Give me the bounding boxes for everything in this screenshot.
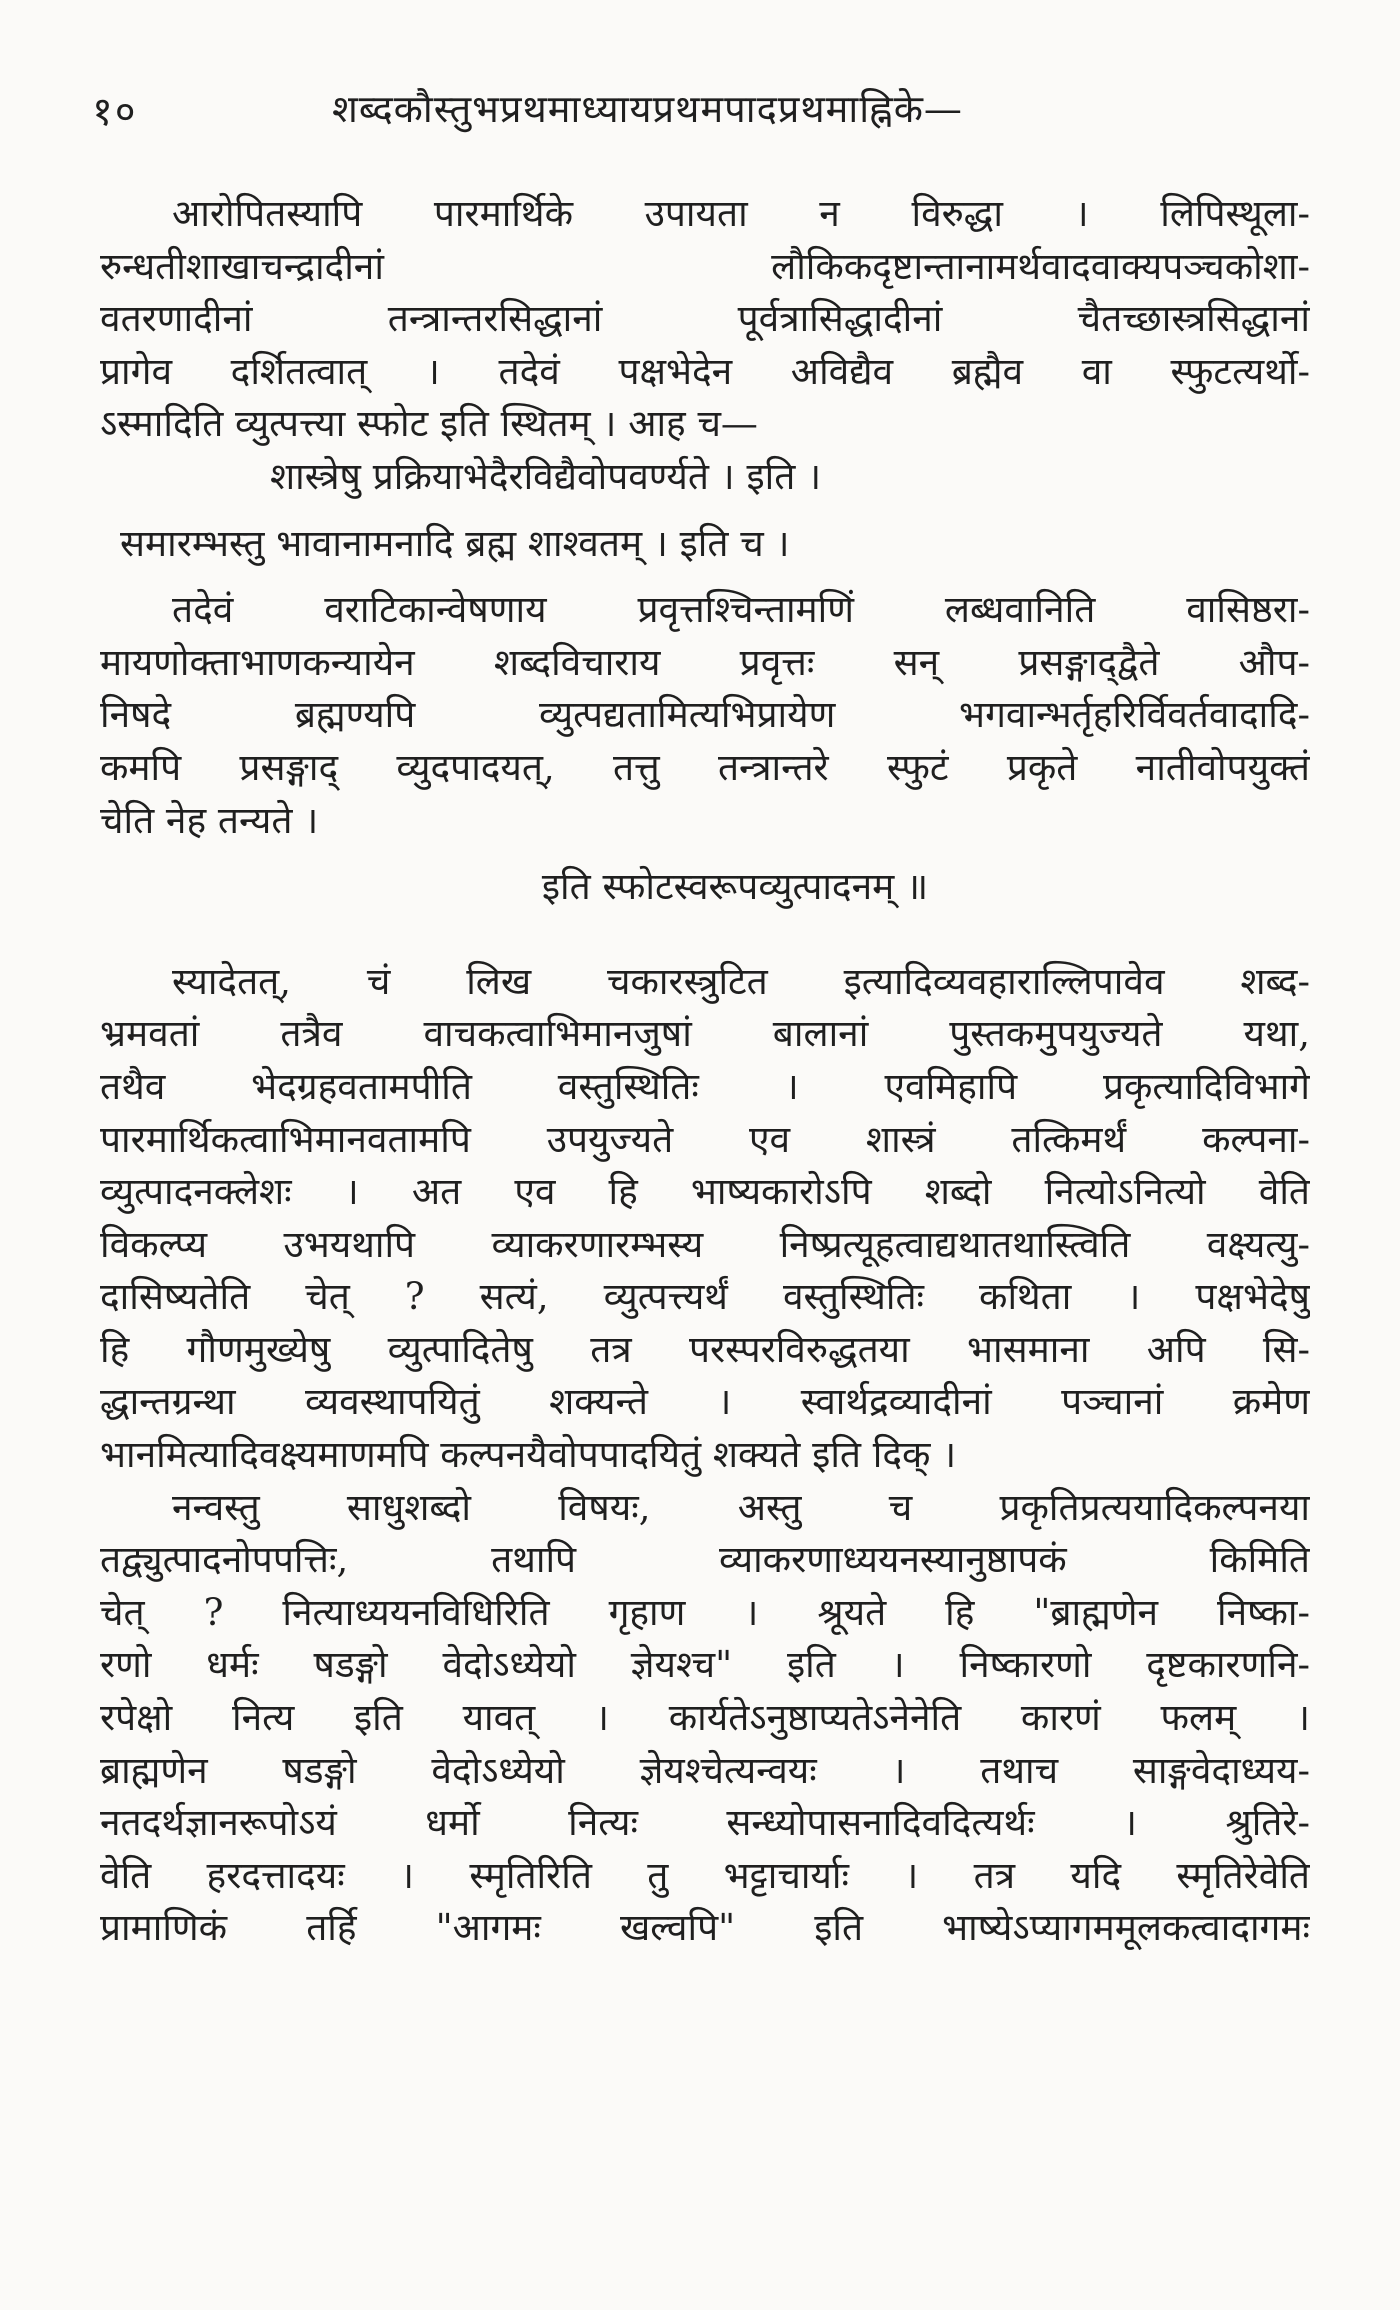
text-line: प्रामाणिकं तर्हि "आगमः खल्वपि" इति भाष्येऽप्यागममूलकत्वादागमः — [100, 1906, 1310, 1950]
text-line: आरोपितस्यापि पारमार्थिके उपायता न विरुद्धा । लिपिस्थूला- — [172, 192, 1310, 235]
text-line: हि गौणमुख्येषु व्युत्पादितेषु तत्र परस्परविरुद्धतया भासमाना अपि सि- — [100, 1327, 1310, 1371]
text-line: रुन्धतीशाखाचन्द्रादीनां लौकिकदृष्टान्तानामर्थवादवाक्यपञ्चकोशा- — [100, 244, 1310, 288]
quoted-verse: शास्त्रेषु प्रक्रियाभेदैरविद्यैवोपवर्ण्यते । इति । — [270, 454, 822, 498]
text-line: ऽस्मादिति व्युत्पत्त्या स्फोट इति स्थितम् । आह च— — [100, 402, 758, 446]
page-number: १० — [92, 89, 138, 135]
text-line: वतरणादीनां तन्त्रान्तरसिद्धानां पूर्वत्रासिद्धादीनां चैतच्छास्त्रसिद्धानां — [100, 297, 1310, 341]
main-text — [100, 188, 1310, 1955]
text-line: रपेक्षो नित्य इति यावत् । कार्यतेऽनुष्ठाप्यतेऽनेनेति कारणं फलम् । — [100, 1696, 1310, 1740]
text-line: ब्राह्मणेन षडङ्गो वेदोऽध्येयो ज्ञेयश्चेत्यन्वयः । तथाच साङ्गवेदाध्यय- — [100, 1748, 1310, 1792]
text-line: तदेवं वराटिकान्वेषणाय प्रवृत्तश्चिन्तामणिं लब्धवानिति वासिष्ठरा- — [172, 588, 1310, 632]
text-line: नतदर्थज्ञानरूपोऽयं धर्मो नित्यः सन्ध्योपासनादिवदित्यर्थः । श्रुतिरे- — [100, 1801, 1310, 1845]
text-line: मायणोक्ताभाणकन्यायेन शब्दविचाराय प्रवृत्तः सन् प्रसङ्गाद्‌द्वैते औप- — [100, 640, 1310, 684]
running-title: शब्दकौस्तुभप्रथमाध्यायप्रथमपादप्रथमाह्निके— — [332, 87, 963, 131]
text-line: व्युत्पादनक्लेशः । अत एव हि भाष्यकारोऽपि शब्दो नित्योऽनित्यो वेति — [100, 1170, 1310, 1214]
page-header — [92, 82, 1322, 142]
text-line: पारमार्थिकत्वाभिमानवतामपि उपयुज्यते एव शास्त्रं तत्किमर्थं कल्पना- — [100, 1117, 1310, 1161]
text-line: विकल्प्य उभयथापि व्याकरणारम्भस्य निष्प्रत्यूहत्वाद्यथातथास्त्विति वक्ष्यत्यु- — [100, 1222, 1310, 1266]
text-line: स्यादेतत्, चं लिख चकारस्त्रुटित इत्यादिव्यवहाराल्लिपावेव शब्द- — [172, 959, 1310, 1003]
text-line: भानमित्यादिवक्ष्यमाणमपि कल्पनयैवोपपादयितुं शक्यते इति दिक् । — [100, 1433, 957, 1477]
text-line: नन्वस्तु साधुशब्दो विषयः, अस्तु च प्रकृतिप्रत्ययादिकल्पनया — [172, 1485, 1310, 1529]
text-line: प्रागेव दर्शितत्वात् । तदेवं पक्षभेदेन अविद्यैव ब्रह्मैव वा स्फुटत्यर्थो- — [100, 349, 1310, 393]
section-colophon: इति स्फोटस्वरूपव्युत्पादनम् ॥ — [541, 865, 929, 909]
text-line: तद्व्युत्पादनोपपत्तिः, तथापि व्याकरणाध्ययनस्यानुष्ठापकं किमिति — [100, 1538, 1310, 1582]
text-line: तथैव भेदग्रहवतामपीति वस्तुस्थितिः । एवमिहापि प्रकृत्यादिविभागे — [100, 1064, 1310, 1108]
text-line: चेति नेह तन्यते । — [100, 798, 319, 842]
text-line: चेत् ? नित्याध्ययनविधिरिति गृहाण । श्रूयते हि "ब्राह्मणेन निष्का- — [100, 1590, 1310, 1634]
text-line: वेति हरदत्तादयः । स्मृतिरिति तु भट्टाचार्याः । तत्र यदि स्मृतिरेवेति — [100, 1853, 1310, 1897]
text-line: निषदे ब्रह्मण्यपि व्युत्पद्यतामित्यभिप्रायेण भगवान्भर्तृहरिर्विवर्तवादादि- — [100, 693, 1310, 737]
text-line: कमपि प्रसङ्गाद् व्युदपादयत्, तत्तु तन्त्रान्तरे स्फुटं प्रकृते नातीवोपयुक्तं — [100, 745, 1310, 789]
text-line: दासिष्यतेति चेत् ? सत्यं, व्युत्पत्त्यर्थं वस्तुस्थितिः कथिता । पक्षभेदेषु — [100, 1275, 1310, 1319]
text-line: भ्रमवतां तत्रैव वाचकत्वाभिमानजुषां बालानां पुस्तकमुपयुज्यते यथा, — [100, 1012, 1310, 1056]
text-line: द्धान्तग्रन्था व्यवस्थापयितुं शक्यन्ते । स्वार्थद्रव्यादीनां पञ्चानां क्रमेण — [100, 1380, 1310, 1424]
text-line: रणो धर्मः षडङ्गो वेदोऽध्येयो ज्ञेयश्च" इति । निष्कारणो दृष्टकारणनि- — [100, 1643, 1310, 1687]
quoted-verse: समारम्भस्तु भावानामनादि ब्रह्म शाश्वतम् । इति च । — [120, 521, 790, 565]
